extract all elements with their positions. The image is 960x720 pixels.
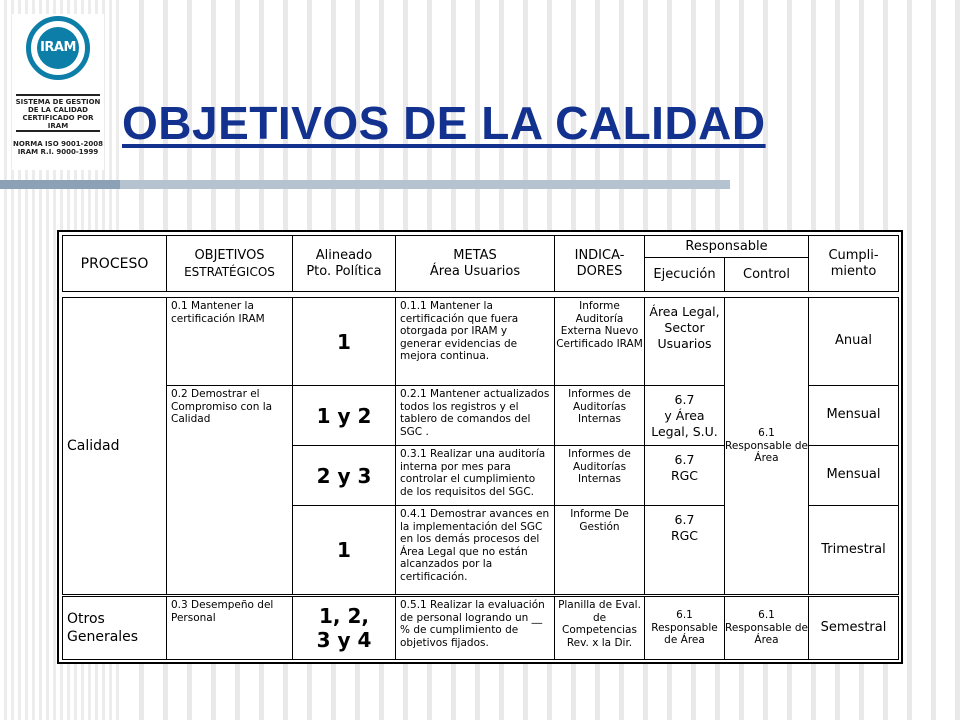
ejecucion-line: 6.7 [674, 392, 695, 407]
meta-cell: 0.2.1 Mantener actualizados todos los registros y el tablero de comandos del SGC . [396, 386, 555, 446]
iram-seal-icon [26, 16, 90, 80]
logo-norma-line: IRAM R.I. 9000-1999 [17, 148, 99, 156]
control-cell: 6.1 Responsable de Área [725, 596, 809, 660]
iram-logo [12, 14, 104, 170]
header-objetivos [167, 236, 293, 292]
process-line: Otros [67, 611, 105, 627]
logo-cert-line: DE LA CALIDAD [27, 106, 88, 114]
indicator-cell: Informes de Auditorías Internas [555, 446, 645, 506]
logo-cert-line: CERTIFICADO POR IRAM [22, 114, 94, 130]
process-calidad: Calidad [63, 298, 167, 596]
objectives-table [57, 230, 903, 664]
page-title: OBJETIVOS DE LA CALIDAD [122, 97, 766, 149]
header-control: Control [725, 258, 809, 292]
table-row [63, 298, 899, 386]
cumplimiento-cell: Trimestral [809, 506, 899, 596]
header-objetivos-line: ESTRATÉGICOS [184, 264, 275, 279]
header-alineado-line: Alineado [315, 247, 373, 263]
process-line: Generales [67, 629, 139, 645]
ejecucion-line: Legal, S.U. [651, 424, 718, 439]
alineado-line: 1, 2, [319, 604, 369, 628]
ejecucion-line: y Área [664, 408, 705, 423]
header-cumplimiento [809, 236, 899, 292]
meta-cell: 0.3.1 Realizar una auditoría interna por mes para controlar el cumplimiento de los requisitos del SGC. [396, 446, 555, 506]
header-alineado-line: Pto. Política [306, 263, 382, 279]
process-otros-generales [63, 596, 167, 660]
ejecucion-cell: Área Legal, Sector Usuarios [645, 298, 725, 386]
title-bar-right [120, 180, 730, 189]
alineado-cell [293, 596, 396, 660]
objective-cell: 0.1 Mantener la certificación IRAM [167, 298, 293, 386]
control-shared-cell: 6.1 Responsable de Área [725, 298, 809, 596]
ejecucion-line: RGC [670, 468, 699, 483]
meta-cell: 0.1.1 Mantener la certificación que fuera otorgada por IRAM y generar evidencias de mejora continua. [396, 298, 555, 386]
cumplimiento-cell: Mensual [809, 386, 899, 446]
objective-cell: 0.3 Desempeño del Personal [167, 596, 293, 660]
ejecucion-cell [645, 386, 725, 446]
header-indicadores [555, 236, 645, 292]
logo-norma-line: NORMA ISO 9001-2008 [13, 140, 103, 148]
header-alineado [293, 236, 396, 292]
ejecucion-cell [645, 446, 725, 506]
header-indicadores-line: INDICA- [574, 247, 625, 263]
header-responsable: Responsable [645, 236, 809, 258]
logo-cert-text [12, 98, 104, 130]
logo-brand: IRAM [37, 27, 79, 69]
meta-cell: 0.5.1 Realizar la evaluación de personal logrando un __ % de cumplimiento de objetivos fijados. [396, 596, 555, 660]
ejecucion-line: 6.7 [674, 452, 695, 467]
header-proceso: PROCESO [63, 236, 167, 292]
alineado-cell: 1 [293, 506, 396, 596]
cumplimiento-cell: Semestral [809, 596, 899, 660]
table-header [62, 235, 899, 292]
ejecucion-cell [645, 506, 725, 596]
header-objetivos-line: OBJETIVOS [194, 247, 265, 263]
header-cumplimiento-line: Cumpli- [828, 247, 879, 263]
table-body [62, 297, 899, 660]
ejecucion-line: RGC [670, 528, 699, 543]
objective-cell: 0.2 Demostrar el Compromiso con la Calidad [167, 386, 293, 596]
header-metas [396, 236, 555, 292]
logo-divider [16, 94, 100, 96]
logo-norma-text [12, 140, 104, 156]
ejecucion-cell: 6.1 Responsable de Área [645, 596, 725, 660]
alineado-cell: 1 [293, 298, 396, 386]
table-row [63, 596, 899, 660]
indicator-cell: Planilla de Eval. de Competencias Rev. x la Dir. [555, 596, 645, 660]
title-bar-left [0, 180, 120, 189]
header-ejecucion: Ejecución [645, 258, 725, 292]
indicator-cell: Informe Auditoría Externa Nuevo Certificado IRAM [555, 298, 645, 386]
logo-cert-line: SISTEMA DE GESTION [15, 98, 101, 106]
cumplimiento-cell: Mensual [809, 446, 899, 506]
header-cumplimiento-line: miento [830, 263, 877, 279]
header-metas-line: METAS [453, 247, 497, 263]
indicator-cell: Informe De Gestión [555, 506, 645, 596]
ejecucion-line: 6.7 [674, 512, 695, 527]
logo-divider [16, 130, 100, 132]
indicator-cell: Informes de Auditorías Internas [555, 386, 645, 446]
alineado-cell: 2 y 3 [293, 446, 396, 506]
alineado-line: 3 y 4 [316, 628, 372, 652]
alineado-cell: 1 y 2 [293, 386, 396, 446]
meta-cell: 0.4.1 Demostrar avances en la implementación del SGC en los demás procesos del Área Legal que no están alcanzados por la certificación. [396, 506, 555, 596]
header-indicadores-line: DORES [576, 263, 623, 279]
header-metas-line: Área Usuarios [429, 263, 521, 279]
cumplimiento-cell: Anual [809, 298, 899, 386]
